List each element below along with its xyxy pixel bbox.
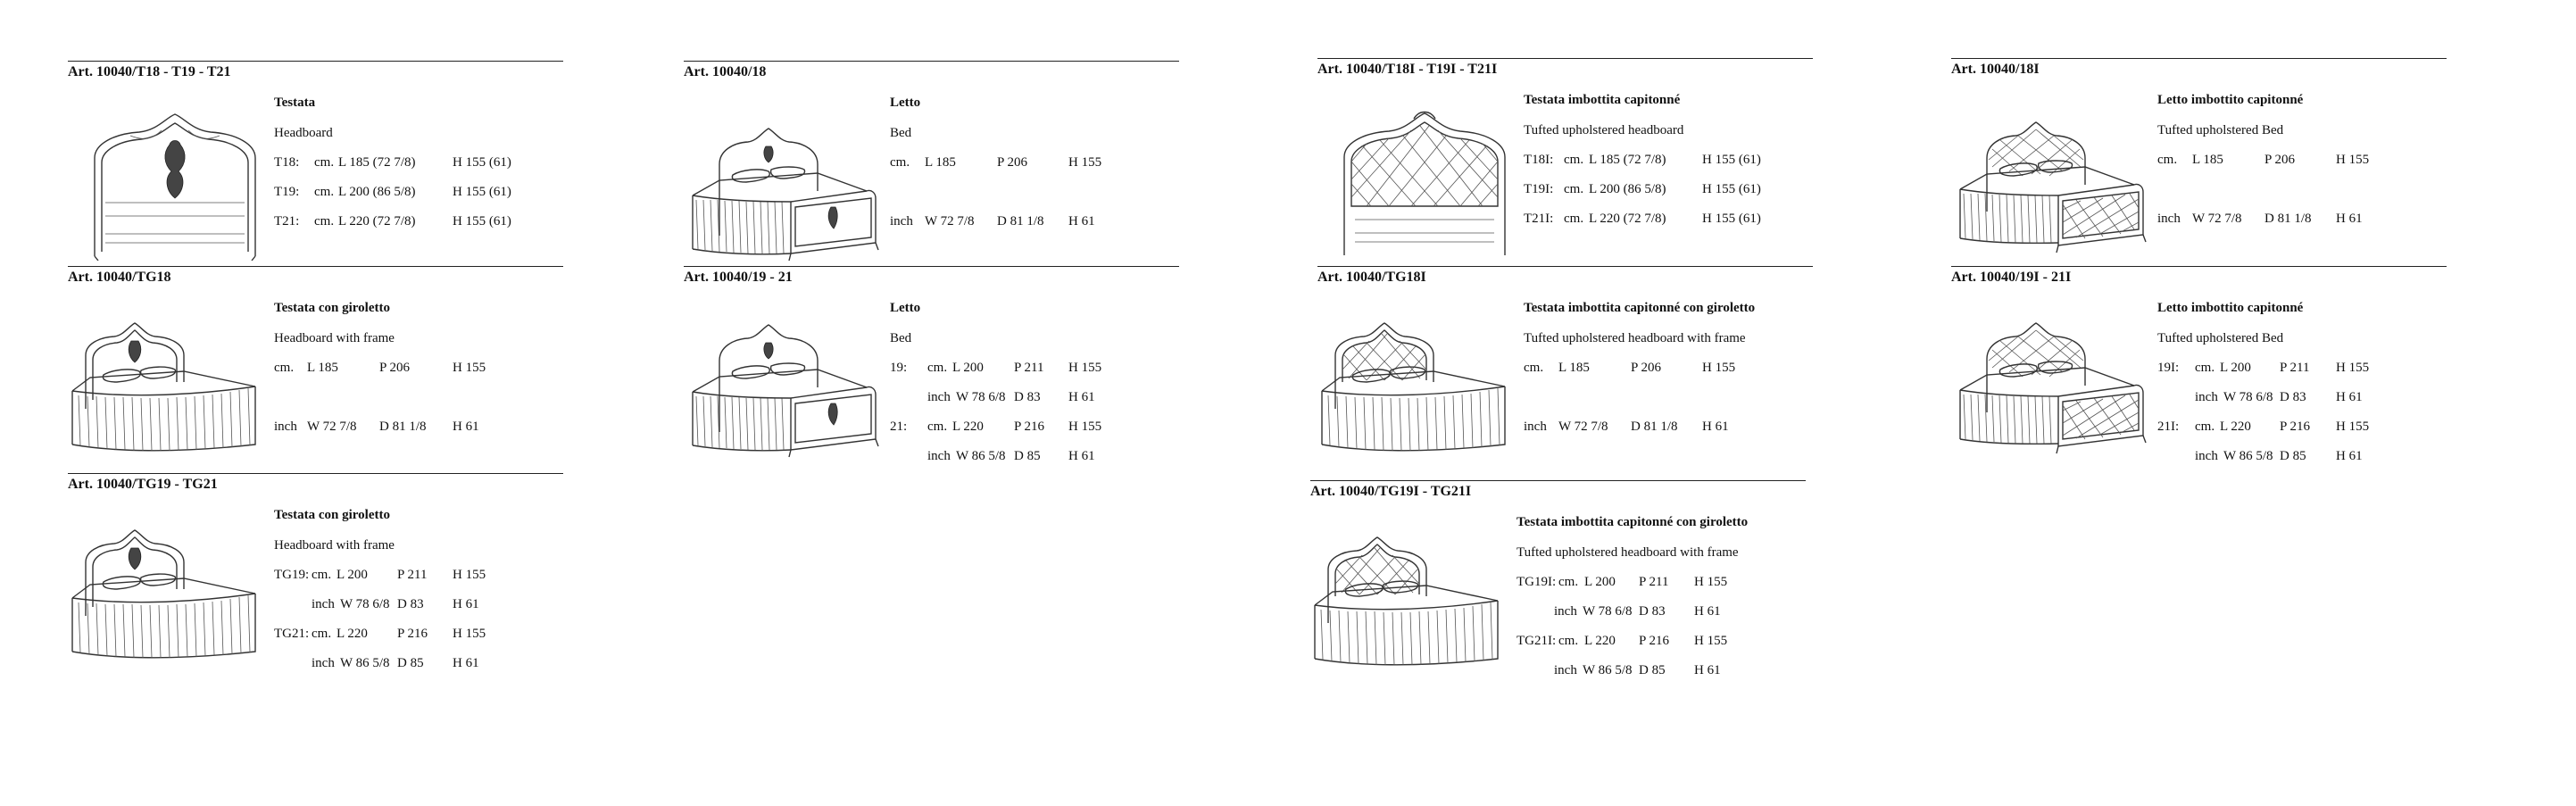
dimension-unit: cm.: [927, 361, 948, 375]
dimension-unit: inch: [890, 214, 913, 229]
dimension-unit: cm.: [1564, 212, 1584, 226]
product-title: Letto: [890, 301, 921, 315]
dimension-height: H 155: [1068, 155, 1102, 170]
dimension-depth: P 206: [1631, 361, 1662, 375]
dimension-depth: P 211: [1014, 361, 1044, 375]
dimension-width: L 220 (72 7/8): [1589, 212, 1666, 226]
bed-carved-icon: [684, 307, 889, 459]
dimension-unit: cm.: [1558, 575, 1579, 589]
dimension-label: T18:: [274, 155, 300, 170]
dimension-height: H 61: [2336, 390, 2363, 404]
dimension-height: H 61: [1702, 420, 1729, 434]
dimension-label: 21:: [890, 420, 908, 434]
dimension-depth: P 216: [1639, 634, 1670, 648]
dimension-width: L 200: [952, 361, 984, 375]
dimension-depth: P 211: [397, 568, 428, 582]
dimension-unit: cm.: [314, 214, 335, 229]
product-subtitle: Tufted upholstered headboard with frame: [1517, 545, 1739, 560]
product-subtitle: Headboard: [274, 126, 333, 140]
dimension-height: H 61: [1068, 214, 1095, 229]
divider: [1310, 480, 1806, 481]
dimension-width: L 200: [2220, 361, 2251, 375]
divider: [68, 266, 563, 267]
dimension-height: H 155: [1694, 575, 1728, 589]
dimension-label: T21:: [274, 214, 300, 229]
divider: [68, 61, 563, 62]
dimension-width: L 220: [337, 627, 368, 641]
headboard-frame-carved-icon: [68, 311, 273, 462]
dimension-label: TG19:: [274, 568, 310, 582]
product-subtitle: Bed: [890, 126, 912, 140]
dimension-unit: inch: [2157, 212, 2181, 226]
dimension-depth: P 206: [379, 361, 411, 375]
dimension-depth: P 216: [2280, 420, 2311, 434]
dimension-width: L 185: [307, 361, 338, 375]
dimension-height: H 61: [453, 597, 479, 611]
dimension-unit: inch: [927, 449, 951, 463]
divider: [1317, 266, 1813, 267]
product-subtitle: Tufted upholstered Bed: [2157, 123, 2284, 137]
article-code: Art. 10040/TG18: [68, 270, 171, 285]
dimension-width: W 78 6/8: [956, 390, 1006, 404]
dimension-width: L 185: [1558, 361, 1590, 375]
dimension-unit: cm.: [2157, 153, 2178, 167]
dimension-unit: cm.: [1524, 361, 1544, 375]
dimension-width: L 200 (86 5/8): [338, 185, 416, 199]
dimension-width: W 72 7/8: [2192, 212, 2242, 226]
product-title: Letto: [890, 96, 921, 110]
catalog-entry: [1317, 266, 1813, 471]
dimension-width: W 72 7/8: [925, 214, 975, 229]
dimension-label: TG21:: [274, 627, 310, 641]
dimension-width: L 220 (72 7/8): [338, 214, 416, 229]
bed-tufted-icon: [1951, 104, 2156, 256]
dimension-width: W 78 6/8: [1583, 604, 1633, 619]
catalog-entry: [1951, 266, 2447, 489]
dimension-depth: P 216: [397, 627, 428, 641]
dimension-depth: P 206: [997, 155, 1028, 170]
article-code: Art. 10040/TG18I: [1317, 270, 1426, 285]
dimension-width: L 200: [337, 568, 368, 582]
catalog-entry: [1310, 480, 1806, 703]
dimension-width: L 220: [2220, 420, 2251, 434]
bed-carved-icon: [684, 111, 889, 262]
catalog-entry: [1317, 58, 1813, 263]
dimension-height: H 61: [1068, 449, 1095, 463]
dimension-width: L 185 (72 7/8): [338, 155, 416, 170]
dimension-depth: D 83: [2280, 390, 2306, 404]
dimension-unit: inch: [2195, 390, 2218, 404]
headboard-tufted-icon: [1326, 108, 1523, 260]
article-code: Art. 10040/18: [684, 64, 767, 79]
product-title: Testata imbottita capitonné con giroletto: [1517, 515, 1749, 529]
catalog-entry: [684, 61, 1179, 266]
dimension-depth: D 83: [397, 597, 424, 611]
dimension-width: W 86 5/8: [1583, 663, 1633, 677]
dimension-label: 21I:: [2157, 420, 2180, 434]
dimension-width: W 78 6/8: [340, 597, 390, 611]
dimension-unit: inch: [312, 656, 335, 670]
dimension-depth: D 83: [1639, 604, 1666, 619]
product-title: Letto imbottito capitonné: [2157, 93, 2304, 107]
headboard-frame-carved-icon: [68, 518, 273, 669]
dimension-unit: cm.: [314, 185, 335, 199]
product-title: Testata: [274, 96, 316, 110]
dimension-unit: inch: [1524, 420, 1547, 434]
dimension-depth: D 81 1/8: [1631, 420, 1678, 434]
product-title: Testata imbottita capitonné: [1524, 93, 1681, 107]
catalog-entry: [684, 266, 1179, 489]
product-subtitle: Headboard with frame: [274, 538, 395, 553]
dimension-unit: cm.: [2195, 420, 2215, 434]
product-title: Letto imbottito capitonné: [2157, 301, 2304, 315]
dimension-depth: D 85: [397, 656, 424, 670]
dimension-width: L 185: [925, 155, 956, 170]
article-code: Art. 10040/T18 - T19 - T21: [68, 64, 231, 79]
article-code: Art. 10040/T18I - T19I - T21I: [1317, 62, 1498, 77]
dimension-height: H 155: [453, 361, 486, 375]
dimension-height: H 61: [453, 420, 479, 434]
headboard-frame-tufted-icon: [1310, 525, 1516, 677]
dimension-unit: cm.: [1564, 182, 1584, 196]
dimension-width: L 220: [1584, 634, 1616, 648]
product-title: Testata con giroletto: [274, 508, 390, 522]
product-subtitle: Tufted upholstered headboard with frame: [1524, 331, 1746, 345]
article-code: Art. 10040/18I: [1951, 62, 2040, 77]
dimension-height: H 155: [2336, 361, 2370, 375]
dimension-label: T18I:: [1524, 153, 1554, 167]
dimension-depth: D 81 1/8: [997, 214, 1044, 229]
dimension-depth: D 81 1/8: [2264, 212, 2312, 226]
dimension-unit: inch: [1554, 663, 1577, 677]
dimension-label: TG19I:: [1517, 575, 1557, 589]
dimension-depth: P 211: [1639, 575, 1669, 589]
dimension-width: L 200 (86 5/8): [1589, 182, 1666, 196]
dimension-unit: inch: [2195, 449, 2218, 463]
dimension-label: T19I:: [1524, 182, 1554, 196]
dimension-width: L 185: [2192, 153, 2223, 167]
dimension-unit: inch: [274, 420, 297, 434]
dimension-unit: cm.: [312, 568, 332, 582]
article-code: Art. 10040/19I - 21I: [1951, 270, 2072, 285]
dimension-height: H 155: [2336, 153, 2370, 167]
bed-tufted-icon: [1951, 305, 2156, 457]
dimension-label: 19I:: [2157, 361, 2180, 375]
dimension-width: W 86 5/8: [340, 656, 390, 670]
article-code: Art. 10040/19 - 21: [684, 270, 793, 285]
divider: [1317, 58, 1813, 59]
catalog-entry: [68, 61, 563, 266]
catalog-entry: [68, 266, 563, 471]
dimension-height: H 61: [1694, 663, 1721, 677]
dimension-height: H 155 (61): [1702, 212, 1761, 226]
dimension-height: H 155: [1068, 420, 1102, 434]
dimension-unit: cm.: [1564, 153, 1584, 167]
dimension-height: H 155: [453, 627, 486, 641]
dimension-height: H 61: [2336, 449, 2363, 463]
article-code: Art. 10040/TG19 - TG21: [68, 477, 218, 492]
dimension-width: L 220: [952, 420, 984, 434]
dimension-height: H 155 (61): [453, 155, 511, 170]
article-code: Art. 10040/TG19I - TG21I: [1310, 484, 1472, 499]
dimension-unit: cm.: [927, 420, 948, 434]
dimension-height: H 155: [453, 568, 486, 582]
dimension-unit: cm.: [890, 155, 910, 170]
dimension-height: H 155: [2336, 420, 2370, 434]
divider: [684, 266, 1179, 267]
product-subtitle: Bed: [890, 331, 912, 345]
dimension-height: H 155 (61): [1702, 153, 1761, 167]
dimension-height: H 155 (61): [1702, 182, 1761, 196]
dimension-depth: P 206: [2264, 153, 2296, 167]
dimension-unit: inch: [312, 597, 335, 611]
dimension-label: TG21I:: [1517, 634, 1557, 648]
dimension-unit: cm.: [2195, 361, 2215, 375]
dimension-height: H 155: [1702, 361, 1736, 375]
dimension-depth: D 85: [1639, 663, 1666, 677]
product-subtitle: Headboard with frame: [274, 331, 395, 345]
divider: [1951, 266, 2447, 267]
headboard-frame-tufted-icon: [1317, 311, 1523, 462]
dimension-height: H 155: [1694, 634, 1728, 648]
dimension-height: H 155 (61): [453, 185, 511, 199]
product-title: Testata con giroletto: [274, 301, 390, 315]
dimension-unit: inch: [1554, 604, 1577, 619]
dimension-width: L 185 (72 7/8): [1589, 153, 1666, 167]
dimension-width: W 72 7/8: [1558, 420, 1608, 434]
divider: [684, 61, 1179, 62]
dimension-label: T21I:: [1524, 212, 1554, 226]
dimension-width: L 200: [1584, 575, 1616, 589]
dimension-unit: cm.: [314, 155, 335, 170]
dimension-depth: P 216: [1014, 420, 1045, 434]
dimension-label: 19:: [890, 361, 908, 375]
dimension-depth: D 81 1/8: [379, 420, 427, 434]
divider: [68, 473, 563, 474]
dimension-width: W 78 6/8: [2223, 390, 2273, 404]
dimension-unit: cm.: [1558, 634, 1579, 648]
dimension-height: H 61: [1694, 604, 1721, 619]
product-subtitle: Tufted upholstered Bed: [2157, 331, 2284, 345]
dimension-label: T19:: [274, 185, 300, 199]
dimension-height: H 61: [453, 656, 479, 670]
dimension-depth: D 83: [1014, 390, 1041, 404]
dimension-unit: cm.: [274, 361, 295, 375]
dimension-depth: D 85: [1014, 449, 1041, 463]
dimension-width: W 86 5/8: [2223, 449, 2273, 463]
dimension-height: H 155 (61): [453, 214, 511, 229]
dimension-height: H 61: [1068, 390, 1095, 404]
dimension-width: W 72 7/8: [307, 420, 357, 434]
dimension-width: W 86 5/8: [956, 449, 1006, 463]
dimension-unit: inch: [927, 390, 951, 404]
dimension-depth: D 85: [2280, 449, 2306, 463]
dimension-height: H 155: [1068, 361, 1102, 375]
dimension-depth: P 211: [2280, 361, 2310, 375]
catalog-entry: [1951, 58, 2447, 263]
dimension-height: H 61: [2336, 212, 2363, 226]
product-title: Testata imbottita capitonné con giroletto: [1524, 301, 1756, 315]
catalog-entry: [68, 473, 563, 696]
divider: [1951, 58, 2447, 59]
product-subtitle: Tufted upholstered headboard: [1524, 123, 1684, 137]
headboard-carved-icon: [77, 109, 273, 261]
dimension-unit: cm.: [312, 627, 332, 641]
